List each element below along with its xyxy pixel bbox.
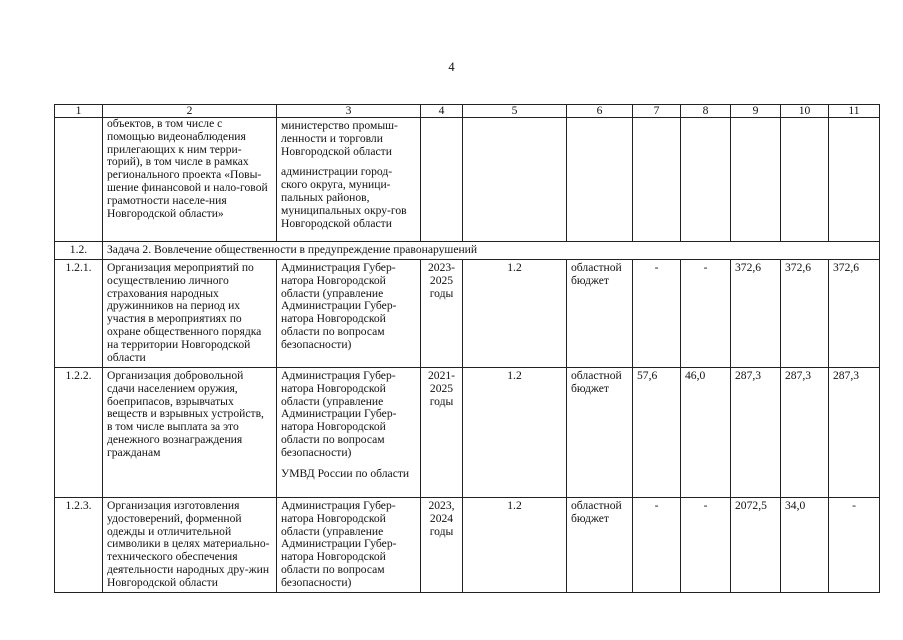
amount-cell: 287,3 [781, 368, 829, 498]
row-number: 1.2.3. [55, 498, 103, 593]
row-number: 1.2. [55, 242, 103, 260]
amount-cell: - [633, 260, 681, 368]
column-header: 4 [421, 105, 463, 118]
row-number: 1.2.2. [55, 368, 103, 498]
amount-cell: 372,6 [731, 260, 781, 368]
executor-cell [277, 118, 421, 242]
column-header: 11 [829, 105, 880, 118]
column-header: 1 [55, 105, 103, 118]
activity-cell: объектов, в том числе с помощью видеонаблюдения прилегающих к ним терри-торий), в том числе в рамках регионального проекта «Повы-шение финансовой и нало-говой грамотности населе-ния Новгородской области» [103, 118, 277, 242]
amount-cell: 287,3 [829, 368, 880, 498]
amount-cell: - [681, 260, 731, 368]
column-header: 6 [567, 105, 633, 118]
table-row-task [55, 242, 880, 260]
funding-source-cell: областной бюджет [567, 368, 633, 498]
years-cell: 2021-2025 годы [421, 368, 463, 498]
column-header: 3 [277, 105, 421, 118]
indicator-cell: 1.2 [463, 368, 567, 498]
years-cell: 2023-2025 годы [421, 260, 463, 368]
indicator-cell: 1.2 [463, 498, 567, 593]
activity-cell: Организация мероприятий по осуществлению личного страхования народных дружинников на период их участия в мероприятиях по охране общественного порядка на территории Новгородской области [103, 260, 277, 368]
amount-cell: 57,6 [633, 368, 681, 498]
table-row-continuation [55, 118, 880, 242]
amount-cell: - [829, 498, 880, 593]
amount-cell: 372,6 [829, 260, 880, 368]
row-number: 1.2.1. [55, 260, 103, 368]
activity-cell: Организация изготовления удостоверений, форменной одежды и отличительной символики в целях материально-технического обеспечения деятельности народных дру-жин Новгородской области [103, 498, 277, 593]
program-activities-table [54, 104, 880, 593]
task-title: Задача 2. Вовлечение общественности в предупреждение правонарушений [103, 242, 880, 260]
amount-cell: 287,3 [731, 368, 781, 498]
table-row [55, 368, 880, 498]
executor-cell: Администрация Губер-натора Новгородской области (управление Администрации Губер-натора Новгородской области по вопросам безопасности) [277, 498, 421, 593]
executor-cell [277, 368, 421, 498]
table-row [55, 498, 880, 593]
column-header: 5 [463, 105, 567, 118]
executor-text: администрации город-ского округа, муници-пальных районов, муниципальных окру-гов Новгородской области [281, 165, 407, 230]
activity-cell: Организация добровольной сдачи населением оружия, боеприпасов, взрывчатых веществ и взрывных устройств, в том числе выплата за это денежного вознаграждения гражданам [103, 368, 277, 498]
executor-cell: Администрация Губер-натора Новгородской области (управление Администрации Губер-натора Новгородской области по вопросам безопасности) [277, 260, 421, 368]
executor-text: УМВД России по области [281, 466, 410, 480]
executor-text: Администрация Губер-натора Новгородской области (управление Администрации Губер-натора Новгородской области по вопросам безопасности) [281, 369, 397, 459]
column-header: 8 [681, 105, 731, 118]
amount-cell: - [633, 498, 681, 593]
years-cell: 2023, 2024 годы [421, 498, 463, 593]
column-header: 7 [633, 105, 681, 118]
executor-text: министерство промыш-ленности и торговли Новгородской области [281, 119, 398, 158]
amount-cell: 46,0 [681, 368, 731, 498]
amount-cell: 372,6 [781, 260, 829, 368]
amount-cell: 34,0 [781, 498, 829, 593]
amount-cell: - [681, 498, 731, 593]
page-number: 4 [448, 60, 455, 74]
funding-source-cell: областной бюджет [567, 498, 633, 593]
column-header: 2 [103, 105, 277, 118]
amount-cell: 2072,5 [731, 498, 781, 593]
table-row [55, 260, 880, 368]
indicator-cell: 1.2 [463, 260, 567, 368]
table-header-row [55, 105, 880, 118]
column-header: 10 [781, 105, 829, 118]
funding-source-cell: областной бюджет [567, 260, 633, 368]
column-header: 9 [731, 105, 781, 118]
